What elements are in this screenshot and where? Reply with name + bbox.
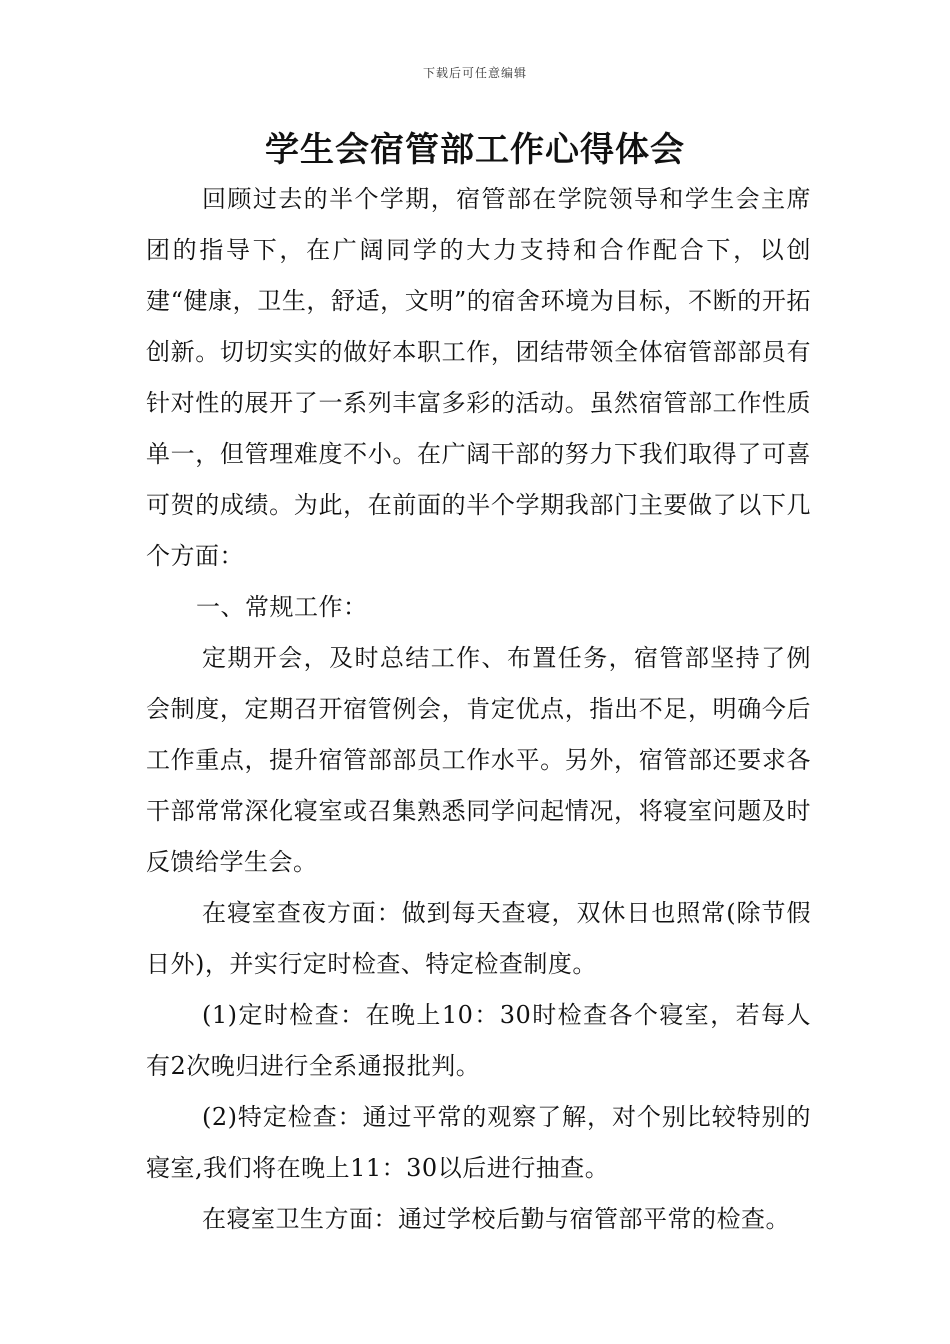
document-title: 学生会宿管部工作心得体会	[265, 130, 685, 170]
page-header-note: 下载后可任意编辑	[422, 66, 527, 80]
paragraph-hygiene: 在寝室卫生方面：通过学校后勤与宿管部平常的检查。	[202, 1205, 790, 1233]
section-heading-routine-work: 一、常规工作：	[196, 593, 368, 621]
paragraph-scheduled-check: (1)定时检查：在晚上10：30时检查各个寝室，若每人有2次晚归进行全系通报批判。	[146, 1001, 811, 1080]
paragraph-night-check: 在寝室查夜方面：做到每天查寝，双休日也照常(除节假日外)，并实行定时检查、特定检查制度。	[146, 899, 811, 978]
paragraph-special-check: (2)特定检查：通过平常的观察了解，对个别比较特别的寝室,我们将在晚上11：30以后进行抽查。	[146, 1103, 811, 1182]
paragraph-intro: 回顾过去的半个学期，宿管部在学院领导和学生会主席团的指导下，在广阔同学的大力支持和合作配合下，以创建“健康，卫生，舒适，文明”的宿舍环境为目标，不断的开拓创新。切切实实的做好本职工作，团结带领全体宿管部部员有针对性的展开了一系列丰富多彩的活动。虽然宿管部工作性质单一，但管理难度不小。在广阔干部的努力下我们取得了可喜可贺的成绩。为此，在前面的半个学期我部门主要做了以下几个方面：	[146, 185, 811, 570]
document-body	[146, 174, 811, 1245]
paragraph-meetings: 定期开会，及时总结工作、布置任务，宿管部坚持了例会制度，定期召开宿管例会，肯定优点，指出不足，明确今后工作重点，提升宿管部部员工作水平。另外，宿管部还要求各干部常常深化寝室或召集熟悉同学问起情况，将寝室问题及时反馈给学生会。	[146, 644, 811, 876]
